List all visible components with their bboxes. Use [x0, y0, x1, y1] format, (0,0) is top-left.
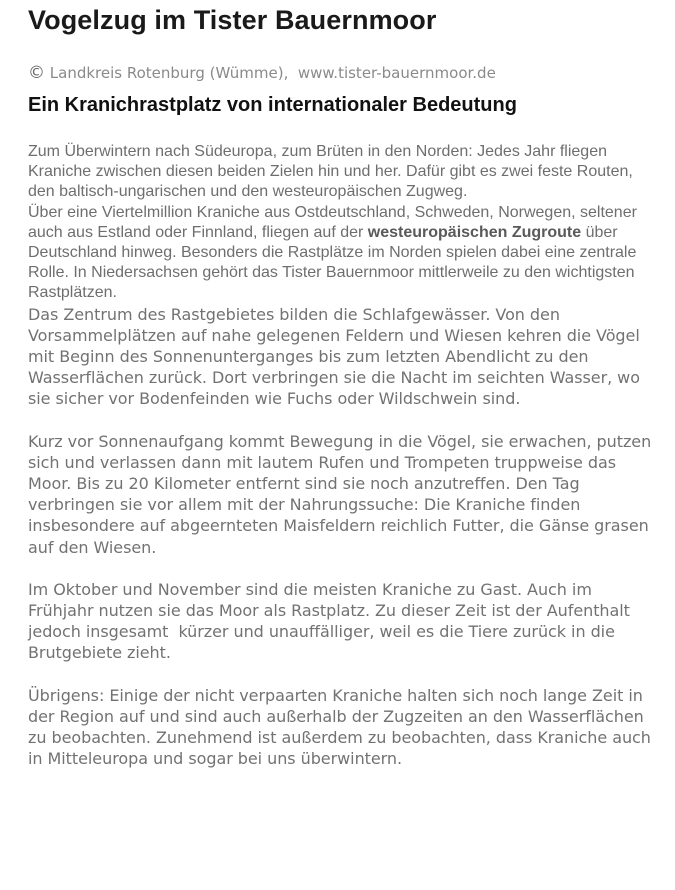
- intro-p2-text-after: über Deutschland hinweg. Besonders die Rastplätze im Norden spielen dabei eine zentrale Rolle. In Niedersachsen gehört das Tister Bauernmoor mittlerweile zu den wichtigsten Rastplätzen.: [28, 223, 637, 302]
- intro-section: [28, 142, 648, 304]
- page-title: Vogelzug im Tister Bauernmoor: [28, 5, 437, 35]
- intro-paragraph-2: [28, 203, 648, 304]
- body-paragraph-3: Im Oktober und November sind die meisten Kraniche zu Gast. Auch im Frühjahr nutzen sie das Moor als Rastplatz. Zu dieser Zeit ist der Aufenthalt jedoch insgesamt kürzer und unauffälliger, weil es die Tiere zurück in die Brutgebiete zieht.: [28, 579, 635, 663]
- body-paragraph-1: Das Zentrum des Rastgebietes bilden die Schlafgewässer. Von den Vorsammelplätzen auf nahe gelegenen Feldern und Wiesen kehren die Vögel mit Beginn des Sonnenunterganges bis zum letzten Abendlicht zu den Wasserflächen zurück. Dort verbringen sie die Nacht im seichten Wasser, wo sie sicher vor Bodenfeinden wie Fuchs oder Wildschwein sind.: [28, 304, 640, 409]
- article: [28, 0, 653, 790]
- body-paragraph-2: Kurz vor Sonnenaufgang kommt Bewegung in die Vögel, sie erwachen, putzen sich und verlassen dann mit lautem Rufen und Trompeten truppweise das Moor. Bis zu 20 Kilometer entfernt sind sie noch anzutreffen. Den Tag verbringen sie vor allem mit der Nahrungssuche: Die Kraniche finden insbesondere auf abgeernteten Maisfeldern reichlich Futter, die Gänse grasen auf den Wiesen.: [28, 431, 652, 557]
- copyright-icon: ©: [28, 63, 45, 83]
- intro-p2-text-before: Über eine Viertelmillion Kraniche aus Ostdeutschland, Schweden, Norwegen, seltener auch aus Estland oder Finnland, fliegen auf der: [28, 203, 637, 241]
- intro-paragraph-1: Zum Überwintern nach Südeuropa, zum Brüten in den Norden: Jedes Jahr fliegen Kraniche zwischen diesen beiden Zielen hin und her. Dafür gibt es zwei feste Routen, den baltisch-ungarischen und den westeuropäischen Zugweg.: [28, 143, 633, 201]
- body-section: [28, 304, 653, 770]
- page-subtitle: Ein Kranichrastplatz von internationaler Bedeutung: [28, 94, 517, 116]
- credit-line: [28, 63, 653, 83]
- body-paragraph-4: Übrigens: Einige der nicht verpaarten Kraniche halten sich noch lange Zeit in der Region auf und sind auch außerhalb der Zugzeiten an den Wasserflächen zu beobachten. Zunehmend ist außerdem zu beobachten, dass Kraniche auch in Mitteleuropa und sogar bei uns überwintern.: [28, 685, 651, 769]
- credit-text: Landkreis Rotenburg (Wümme), www.tister-bauernmoor.de: [45, 64, 496, 82]
- intro-p2-bold-route: westeuropäischen Zugroute: [367, 223, 582, 241]
